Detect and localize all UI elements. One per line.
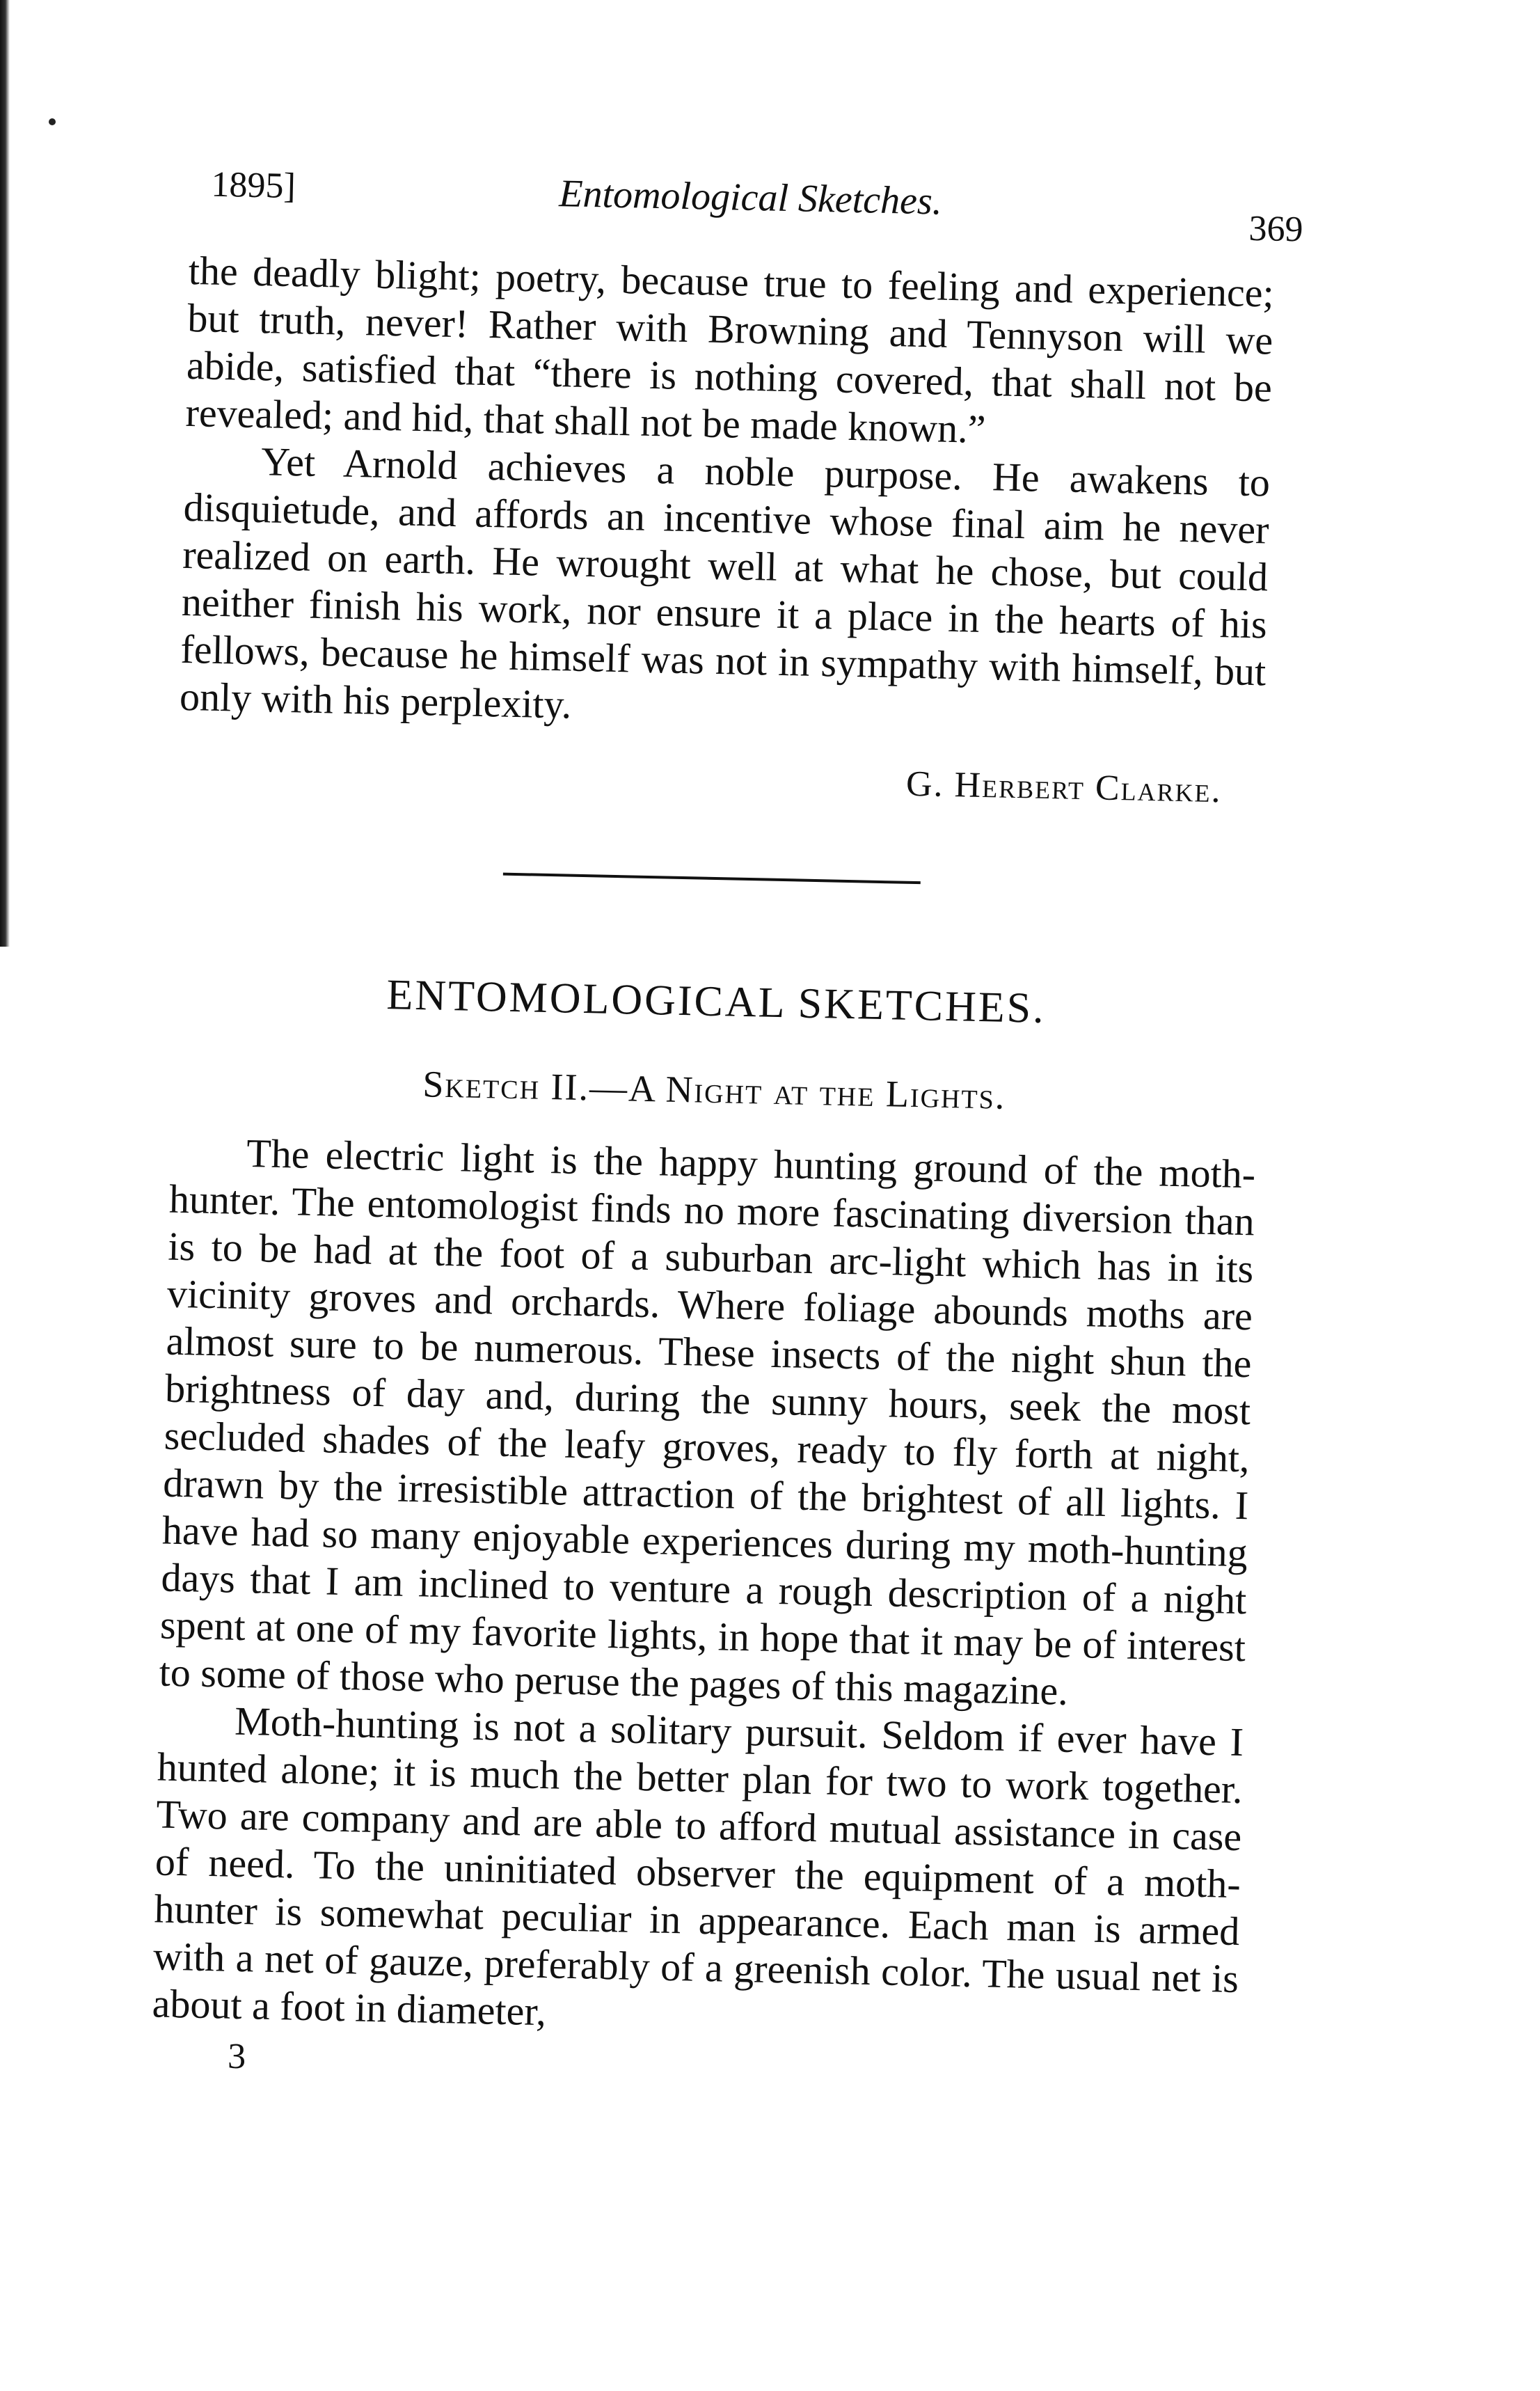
header-year: 1895] (210, 164, 296, 207)
running-head (189, 136, 1305, 270)
previous-article-paragraph: Yet Arnold achieves a noble purpose. He awakens to disquietude, and affords an incentive whose final aim he never realized on earth. He wrought well at what he chose, but could neither finish his work, nor ensure it a place in the hearts of his fellows, because he himself was not in sympathy with himself, but only with his perplexity. (179, 439, 1271, 727)
previous-article-paragraph: the deadly blight; poetry, because true to feeling and experience; but truth, never! Rather with Browning and Tennyson will we abide, satisfied that “there is nothing covered, that shall not be revealed; and hid, that shall not be made known.” (184, 247, 1275, 452)
article-title: ENTOMOLOGICAL SKETCHES. (386, 971, 1047, 1032)
article-subtitle: Sketch II.—A Night at the Lights. (422, 1063, 1007, 1117)
author-signature: G. Herbert Clarke. (905, 764, 1223, 811)
section-divider (503, 873, 921, 885)
article-paragraph: Moth-hunting is not a solitary pursuit. Seldom if ever have I hunted alone; it is much the better plan for two to work together. Two are company and are able to afford mutual assistance in case of need. To the uninitiated observer the equipment of a moth-hunter is somewhat peculiar in appearance. Each man is armed with a net of gauze, preferably of a greenish color. The usual net is about a foot in diameter, (152, 1698, 1244, 2035)
binding-mark (49, 118, 56, 125)
article-paragraph: The electric light is the happy hunting ground of the moth-hunter. The entomologist finds no more fascinating diversion than is to be had at the foot of a suburban arc-light which has in its vicinity groves and orchards. Where foliage abounds moths are almost sure to be numerous. These insects of the night shun the brightness of day and, during the sunny hours, seek the most secluded shades of the leafy groves, ready to fly forth at night, drawn by the irresistible attraction of the brightest of all lights. I have had so many enjoyable experiences during my moth-hunting days that I am inclined to venture a rough description of a night spent at one of my favorite lights, in hope that it may be of interest to some of those who peruse the pages of this magazine. (159, 1130, 1256, 1714)
book-page (151, 136, 1305, 2099)
binding-edge (0, 0, 10, 947)
running-title: Entomological Sketches. (558, 172, 943, 223)
signature-mark: 3 (227, 2036, 246, 2077)
page-number: 369 (1248, 208, 1304, 250)
